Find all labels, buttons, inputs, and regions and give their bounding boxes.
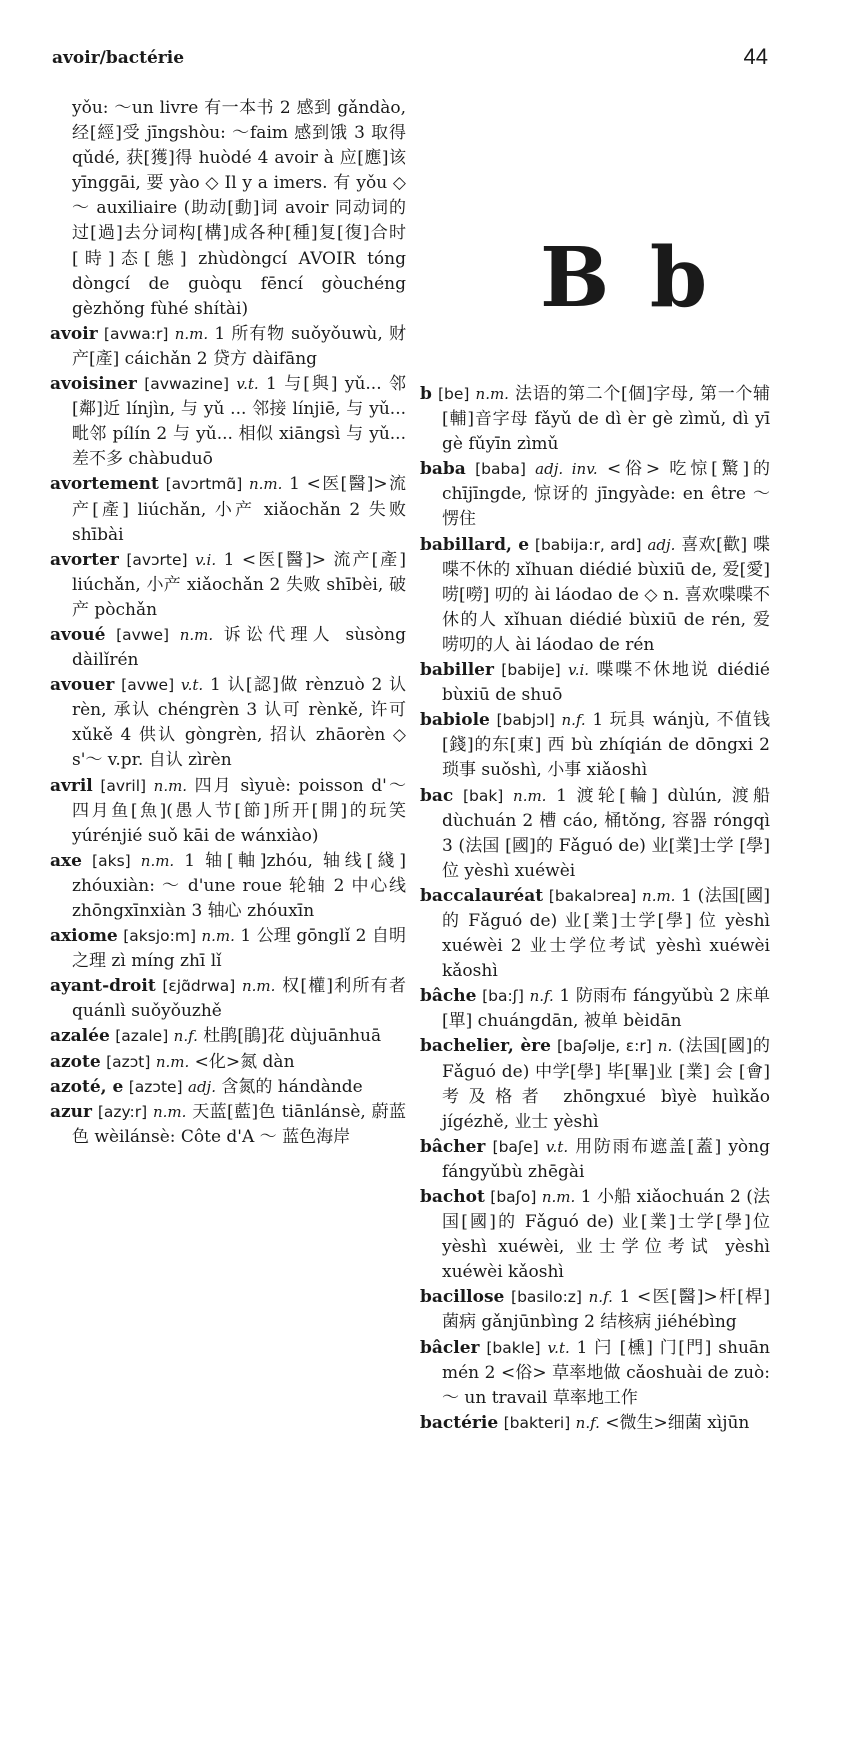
entry-phonetic: [ba:ʃ] (482, 987, 524, 1006)
entry-headword: avoir (50, 323, 98, 344)
entry-headword: avorter (50, 549, 119, 570)
entry-headword: axiome (50, 926, 118, 947)
entry-grammar: n.f. (529, 987, 554, 1006)
entry-definition: 1 <医[醫]> 流产[產] liúchǎn, 小产 xiǎochǎn 2 失败 shībèi, 破产 pòchǎn (72, 549, 406, 620)
entry-grammar: adj. (188, 1077, 216, 1096)
entry-phonetic: [bakle] (486, 1338, 541, 1357)
entry-phonetic: [ɛjɑ̃drwa] (162, 977, 236, 996)
entry-definition: 1 轴[軸]zhóu, 轴线[綫] zhóuxiàn: ～ d'une roue 轮轴 2 中心线 zhōngxīnxiàn 3 轴心 zhóuxīn (72, 850, 406, 921)
entry-phonetic: [avɔrtmɑ̃] (165, 475, 243, 494)
entry-definition: 喜欢[歡] 喋喋不休的 xǐhuan diédié bùxiū de, 爱[愛]唠[嘮] 叨的 ài láodao de ◇ n. 喜欢喋喋不休的人 xǐhuan diédié bùxiū de rén, 爱唠叨的人 ài láodao de rén (442, 534, 770, 655)
dictionary-entry (50, 849, 406, 924)
entry-phonetic: [azɔte] (128, 1077, 183, 1096)
entry-headword: azur (50, 1101, 92, 1122)
entry-phonetic: [babije] (501, 661, 561, 680)
entry-grammar: n.m. (513, 786, 547, 805)
entry-definition: 1 认[認]做 rènzuò 2 认 rèn, 承认 chéngrèn 3 认可 rènkě, 许可 xǔkě 4 供认 gòngrèn, 招认 zhāorèn ◇ s'～ v.pr. 自认 zìrèn (72, 675, 407, 771)
entry-headword: azote (50, 1051, 101, 1072)
entry-definition: 1 小船 xiǎochuán 2 (法国[國]的 Fǎguó de) 业[業]士学[學]位 yèshì xuéwèi, 业士学位考试 yèshì xuéwèi kǎoshì (442, 1187, 770, 1283)
entry-definition: (法国[國]的 Fǎguó de) 中学[學] 毕[畢]业 [業] 会 [會] 考及格者 zhōngxué bìyè huìkǎo jígézhě, 业士 yèshì (442, 1036, 771, 1132)
entry-definition: yǒu: ～un livre 有一本书 2 感到 gǎndào, 经[經]受 jīngshòu: ～faim 感到饿 3 取得 qǔdé, 获[獲]得 huòdé 4 avoir à 应[應]该 yīnggāi, 要 yào ◇ Il y a imers. 有 yǒu ◇ ～ auxiliaire (助动[動]词 avoir 同动词的过[過]去分词构[構]成各种[種]复[復]合时[時]态[態] zhùdòngcí AVOIR tóng dòngcí de guòqu fēncí gòuchéng gèzhǒng fùhé shítài) (72, 98, 406, 319)
entry-phonetic: [basilo:z] (511, 1288, 582, 1307)
entry-definition: 含氮的 hándànde (221, 1076, 363, 1097)
entry-definition: 法语的第二个[個]字母, 第一个辅[輔]音字母 fǎyǔ de dì èr gè zìmǔ, dì yī gè fǔyīn zìmǔ (442, 384, 771, 455)
entry-grammar: v.t. (180, 676, 204, 695)
entry-definition: 喋喋不休地说 diédié bùxiū de shuō (442, 660, 770, 706)
entry-grammar: n.m. (155, 1052, 190, 1071)
entry-phonetic: [aks] (92, 851, 131, 870)
entry-definition: 1 闩 [櫄] 门[門] shuān mén 2 <俗> 草率地做 cǎoshuài de zuò: ～ un travail 草率地工作 (442, 1337, 770, 1408)
entry-headword: bacillose (420, 1287, 505, 1308)
dictionary-entry (420, 382, 770, 457)
entry-definition: 杜鹃[鵑]花 dùjuānhuā (203, 1026, 382, 1047)
entry-phonetic: [aksjo:m] (123, 927, 197, 946)
entry-headword: bachot (420, 1187, 485, 1207)
entry-grammar: n.m. (140, 851, 175, 870)
entry-headword: baccalauréat (420, 885, 544, 906)
dictionary-entry (50, 1100, 406, 1150)
entry-phonetic: [avwa:r] (103, 324, 169, 343)
entry-headword: avril (50, 775, 93, 796)
entry-definition: 1 玩具 wánjù, 不值钱[錢]的东[東] 西 bù zhíqián de dōngxi 2 琐事 suǒshì, 小事 xiǎoshì (442, 710, 770, 781)
dictionary-entry (420, 457, 770, 532)
dictionary-entry (420, 1034, 770, 1134)
entry-phonetic: [azale] (115, 1027, 169, 1046)
entry-phonetic: [avwe] (121, 676, 175, 695)
dictionary-entry (50, 1075, 406, 1100)
dictionary-entry (50, 974, 406, 1024)
entry-headword: avortement (50, 474, 159, 495)
entry-definition: <微生>细菌 xìjūn (605, 1412, 750, 1433)
dictionary-entry (420, 708, 770, 783)
entry-headword: babiller (420, 660, 494, 681)
entry-headword: bâcler (420, 1337, 480, 1358)
entry-grammar: n.m. (153, 776, 188, 795)
entry-grammar: n.f. (561, 711, 586, 730)
dictionary-entry (420, 984, 770, 1034)
entry-grammar: v.i. (568, 661, 590, 680)
dictionary-entry (420, 1285, 770, 1335)
entry-definition: 1 <医[醫]>流产[產] liúchǎn, 小产 xiǎochǎn 2 失败 shībài (72, 474, 406, 545)
dictionary-entry (420, 658, 770, 708)
entry-phonetic: [baba] (475, 460, 526, 479)
entry-grammar: n.m. (248, 475, 283, 494)
dictionary-entry (420, 884, 770, 984)
entry-phonetic: [bak] (462, 786, 504, 805)
entry-headword: azoté, e (50, 1076, 124, 1097)
entry-grammar: n.m. (541, 1188, 576, 1206)
dictionary-entry (420, 784, 770, 884)
entry-phonetic: [baʃo] (490, 1188, 537, 1206)
entry-headword: axe (50, 850, 82, 871)
entry-definition: <俗> 吃惊[驚]的 chījīngde, 惊讶的 jīngyàde: en être ～愣住 (442, 459, 771, 530)
entry-phonetic: [avril] (100, 776, 147, 795)
entry-headword: ayant-droit (50, 976, 156, 997)
entry-headword: b (420, 384, 432, 404)
entry-headword: bactérie (420, 1412, 499, 1433)
entry-phonetic: [be] (437, 385, 470, 403)
entry-definition: 权[權]利所有者 quánlì suǒyǒuzhě (72, 976, 407, 1022)
entry-grammar: n.m. (642, 886, 676, 905)
entry-definition: 四月 sìyuè: poisson d'～ 四月鱼[魚](愚人节[節]所开[開]的玩笑 yúrénjié suǒ kāi de wánxiào) (72, 775, 407, 846)
entry-grammar: n. (657, 1037, 673, 1056)
dictionary-entry (50, 472, 406, 547)
dictionary-entry (50, 623, 406, 673)
entry-phonetic: [babjɔl] (496, 711, 555, 730)
entry-phonetic: [baʃəlje, ɛ:r] (557, 1037, 652, 1056)
entry-grammar: n.f. (173, 1027, 198, 1046)
entry-headword: babiole (420, 710, 490, 731)
dictionary-entry (420, 1185, 770, 1285)
entry-phonetic: [azɔt] (106, 1052, 151, 1071)
right-column (420, 382, 770, 1436)
dictionary-entry (50, 924, 406, 974)
entry-grammar: adj. inv. (535, 460, 598, 479)
entry-grammar: n.m. (242, 977, 276, 996)
entry-headword: avouer (50, 675, 115, 696)
entry-definition: 1 防雨布 fángyǔbù 2 床单[單] chuángdān, 被单 bèidān (442, 986, 771, 1032)
entry-grammar: n.m. (153, 1102, 187, 1121)
entry-definition: 1 渡轮[輪] dùlún, 渡船 dùchuán 2 槽 cáo, 桶tǒng, 容器 róngqì 3 (法国 [國]的 Fǎguó de) 业[業]士学 [學]位 yèshì xuéwèi (442, 785, 771, 881)
entry-definition: 1 所有物 suǒyǒuwù, 财产[產] cáichǎn 2 贷方 dàifāng (72, 323, 407, 369)
entry-headword: bachelier, ère (420, 1036, 551, 1057)
page-number: 44 (743, 44, 768, 69)
left-column (50, 96, 406, 1150)
entry-phonetic: [bakalɔrea] (548, 886, 637, 905)
entry-grammar: adj. (647, 535, 676, 554)
entry-grammar: n.f. (575, 1413, 600, 1432)
entry-phonetic: [azy:r] (97, 1102, 148, 1121)
entry-grammar: v.t. (545, 1137, 569, 1156)
entry-headword: bac (420, 785, 454, 806)
dictionary-entry (50, 548, 406, 623)
entry-definition: 1 公理 gōnglǐ 2 自明之理 zì míng zhī lǐ (72, 926, 407, 972)
dictionary-entry (50, 774, 406, 849)
entry-definition: 1 (法国[國]的 Fǎguó de) 业[業]士学[學] 位 yèshì xuéwèi 2 业士学位考试 yèshì xuéwèi kǎoshì (442, 885, 771, 982)
entry-phonetic: [baʃe] (492, 1137, 539, 1156)
running-head: avoir/bactérie (52, 48, 185, 68)
entry-grammar: n.m. (475, 385, 509, 403)
dictionary-entry (420, 1336, 770, 1411)
entry-definition: 天蓝[藍]色 tiānlánsè, 蔚蓝色 wèilánsè: Côte d'A ～ 蓝色海岸 (72, 1101, 407, 1147)
entry-headword: azalée (50, 1026, 110, 1047)
dictionary-entry (50, 1050, 406, 1075)
entry-grammar: v.t. (547, 1338, 570, 1357)
dictionary-entry (420, 1135, 770, 1185)
entry-phonetic: [avwe] (116, 625, 170, 644)
dictionary-entry (50, 673, 406, 773)
dictionary-entry (50, 322, 406, 372)
dictionary-entry (420, 533, 770, 658)
entry-definition: 用防雨布遮盖[蓋] yòng fángyǔbù zhēgài (442, 1136, 771, 1182)
entry-headword: avoué (50, 624, 106, 645)
entry-headword: babillard, e (420, 534, 530, 555)
entry-phonetic: [avɔrte] (126, 550, 188, 569)
entry-grammar: v.t. (236, 375, 259, 394)
entry-phonetic: [babija:r, ard] (534, 535, 642, 554)
entry-grammar: n.f. (588, 1288, 613, 1307)
entry-grammar: v.i. (195, 550, 217, 569)
dictionary-entry (50, 372, 406, 472)
entry-grammar: n.m. (179, 625, 214, 644)
entry-headword: bâche (420, 986, 477, 1007)
entry-headword: avoisiner (50, 374, 137, 395)
dictionary-entry (50, 1024, 406, 1049)
entry-headword: bâcher (420, 1136, 486, 1157)
dictionary-entry (420, 1411, 770, 1436)
entry-headword: baba (420, 459, 466, 480)
entry-definition: 1 <医[醫]>杆[桿] 菌病 gǎnjūnbìng 2 结核病 jiéhébìng (442, 1287, 770, 1333)
entry-definition: <化>氮 dàn (194, 1051, 295, 1072)
entry-definition: 诉讼代理人 sùsòng dàilǐrén (72, 624, 407, 671)
dictionary-entry (50, 96, 406, 322)
entry-grammar: n.m. (201, 927, 235, 946)
entry-phonetic: [avwazine] (144, 375, 229, 394)
entry-grammar: n.m. (174, 324, 209, 343)
entry-phonetic: [bakteri] (503, 1413, 571, 1432)
section-letter: B b (540, 230, 714, 326)
entry-definition: 1 与[與] yǔ... 邻[鄰]近 línjìn, 与 yǔ ... 邻接 línjiē, 与 yǔ... 毗邻 pílín 2 与 yǔ... 相似 xiāngsì 与 yǔ... 差不多 chàbuduō (72, 374, 406, 470)
